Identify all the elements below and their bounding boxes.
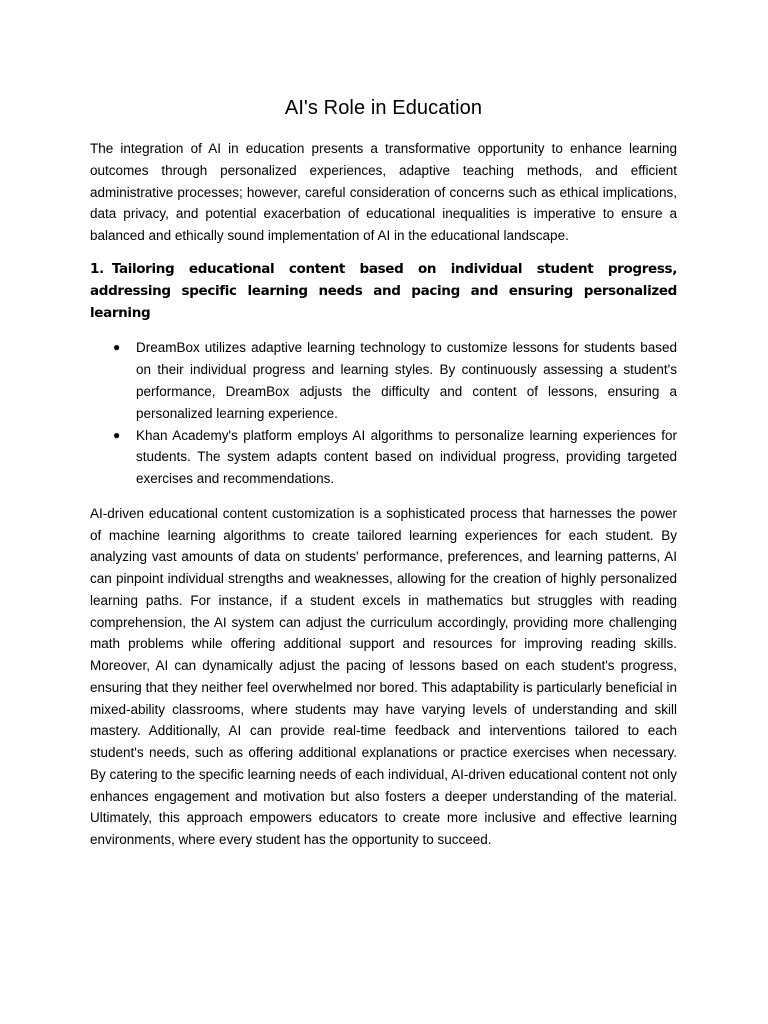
bullet-list [90, 337, 677, 490]
bullet-text: Khan Academy's platform employs AI algorithms to personalize learning experiences for students. The system adapts content based on individual progress, providing targeted exercises and recommendations. [136, 427, 677, 487]
bullet-text: DreamBox utilizes adaptive learning technology to customize lessons for students based on their individual progress and learning styles. By continuously assessing a student's performance, DreamBox adjusts the difficulty and content of lessons, ensuring a personalized learning experience. [136, 340, 677, 421]
bullet-icon: ● [113, 340, 121, 355]
intro-paragraph: The integration of AI in education presents a transformative opportunity to enhance learning outcomes through personalized experiences, adaptive teaching methods, and efficient administrative processes; however, careful consideration of concerns such as ethical implications, data privacy, and potential exacerbation of educational inequalities is imperative to ensure a balanced and ethically sound implementation of AI in the educational landscape. [90, 141, 677, 244]
bullet-item [113, 337, 677, 424]
document-title: AI's Role in Education [284, 97, 483, 119]
section-heading [90, 259, 677, 324]
section-heading-text: Tailoring educational content based on individual student progress, addressing specific learning needs and pacing and ensuring personalized learning [90, 260, 677, 321]
bullet-icon: ● [113, 427, 121, 442]
document-content [90, 94, 677, 851]
bullet-item [113, 425, 677, 490]
section-number: 1. [90, 260, 104, 277]
body-paragraph: AI-driven educational content customization is a sophisticated process that harnesses the power of machine learning algorithms to create tailored learning experiences for each student. By analyzing vast amounts of data on students' performance, preferences, and learning patterns, AI can pinpoint individual strengths and weaknesses, allowing for the creation of highly personalized learning paths. For instance, if a student excels in mathematics but struggles with reading comprehension, the AI system can adjust the curriculum accordingly, providing more challenging math problems while offering additional support and resources for improving reading skills. Moreover, AI can dynamically adjust the pacing of lessons based on each student's progress, ensuring that they neither feel overwhelmed nor bored. This adaptability is particularly beneficial in mixed-ability classrooms, where students may have varying levels of understanding and skill mastery. Additionally, AI can provide real-time feedback and interventions tailored to each student's needs, such as offering additional explanations or practice exercises when necessary. By catering to the specific learning needs of each individual, AI-driven educational content not only enhances engagement and motivation but also fosters a deeper understanding of the material. Ultimately, this approach empowers educators to create more inclusive and effective learning environments, where every student has the opportunity to succeed. [90, 505, 677, 848]
